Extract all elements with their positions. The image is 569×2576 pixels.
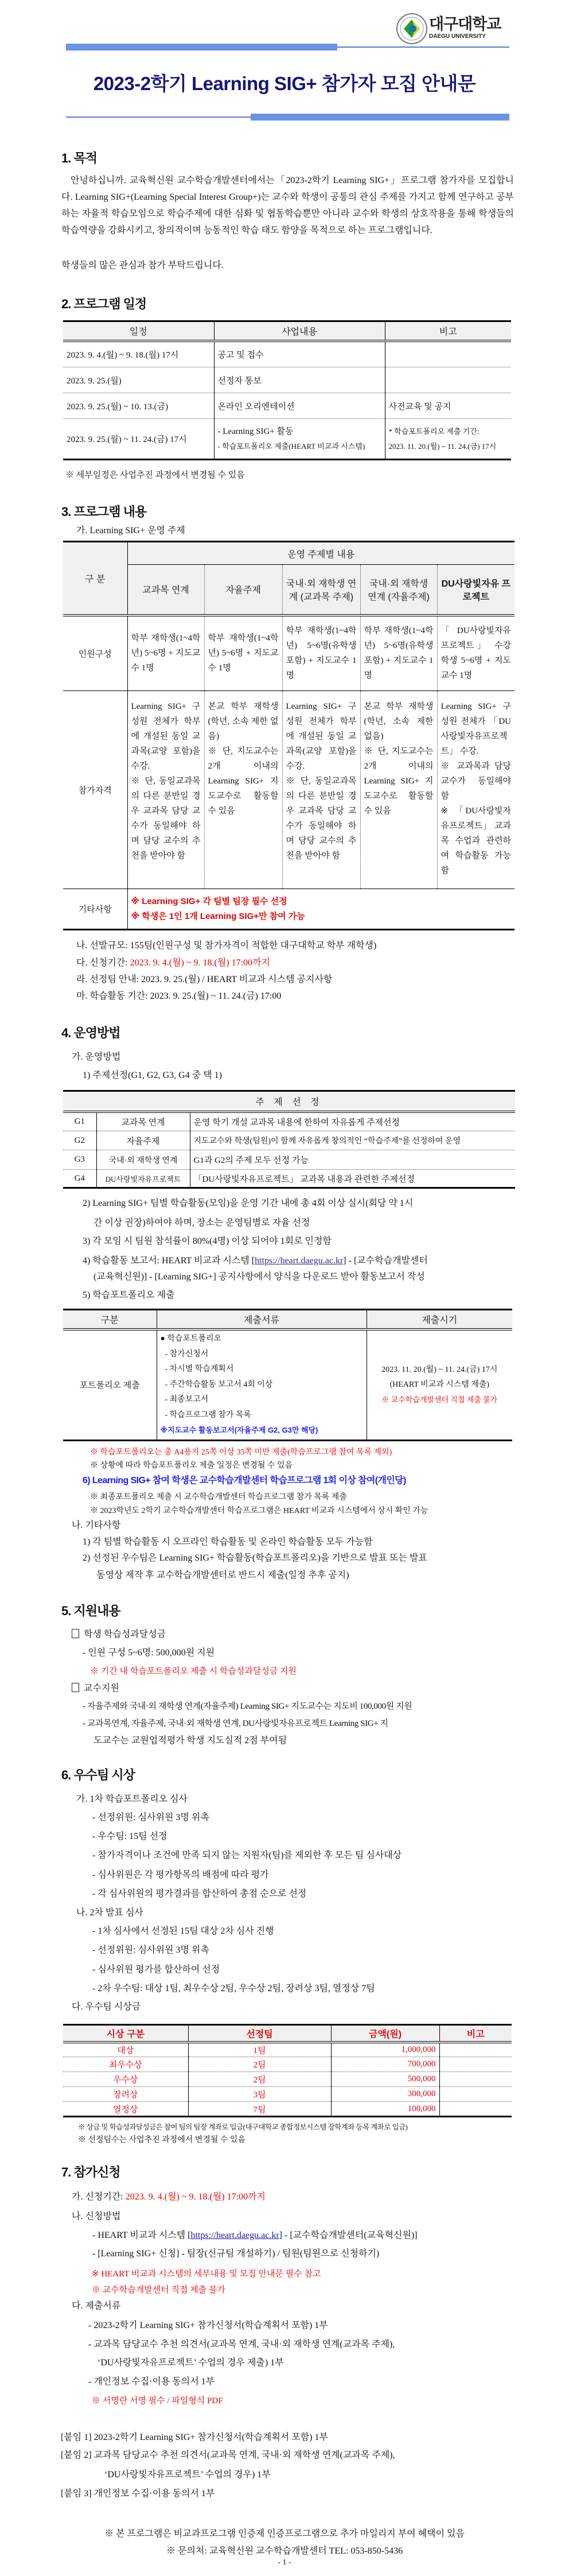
docs-item: - 참가신청서: [165, 1349, 209, 1359]
prize-teams: 3팀: [188, 2087, 331, 2102]
schedule-content: 온라인 오리엔테이션: [214, 393, 385, 419]
required-doc-1: - 2023-2학기 Learning SIG+ 참가신청서(학습계획서 포함) 1부: [88, 2321, 328, 2330]
topic-select-header: 주 제 선 정: [63, 1091, 515, 1112]
prize-award: 최우수상: [108, 2061, 142, 2070]
title-bar-bottom-thin: [66, 117, 251, 118]
section-6-sub-c: 다. 우수팀 시상금: [72, 2002, 141, 2012]
schedule-table: [63, 320, 511, 460]
portfolio-header: 제출서류: [157, 1310, 367, 1329]
apply-period-value: 2023. 9. 4.(월) ~ 9. 18.(월) 17:00까지: [125, 2192, 266, 2202]
apply-method-1: [92, 2229, 418, 2243]
section-7-sub-b: 나. 신청방법: [72, 2212, 121, 2221]
cell-text: Learning SIG+ 구성원 전체가 「DU사랑빛자유프로젝트」 수강.: [441, 702, 511, 756]
table-row: [63, 2057, 512, 2072]
cell-text: ※ 단, 지도교수는 2개 이내의 Learning SIG+ 지도교수로 활동할 수 있음: [208, 747, 279, 816]
table-row: [63, 2072, 512, 2087]
schedule-date: 2023. 9. 25.(월) ~ 11. 24.(금) 17시: [67, 435, 187, 444]
schedule-content-line: - 학습포트폴리오 제출(HEART 비교과 시스템): [217, 441, 365, 451]
review-2-item: - 2차 우수팀: 대상 1팀, 최우수상 2팀, 우수상 2팀, 장려상 3팀, 열정상 7팀: [92, 1984, 375, 1993]
schedule-header-row: [63, 321, 511, 341]
attachment-2-cont: ‘DU사랑빛자유프로젝트’ 수업의 경우) 1부: [104, 2470, 271, 2480]
topics-table: [63, 541, 515, 930]
square-bullet-icon: [72, 1629, 79, 1638]
required-doc-2: - 교과목 담당교수 추천 의견서(교과목 연계, 국내·외 재학생 연계(교과목 주제),: [88, 2340, 395, 2349]
table-row: [63, 367, 511, 393]
table-row: [63, 1112, 515, 1131]
cell-text: 학부 재학생(1~4학년) 5~6명 + 지도교수 1명: [208, 634, 279, 673]
report-item-text: ] - [교수학습개발센터: [343, 1256, 428, 1266]
eligibility-cell: [360, 691, 437, 889]
topic-name: 국내·외 재학생 연계: [96, 1150, 190, 1170]
topic-code: G4: [74, 1173, 85, 1183]
section-2-heading: 2. 프로그램 일정: [61, 297, 147, 311]
table-row: [63, 1150, 515, 1170]
prize-table: [63, 2024, 512, 2117]
review-1-item: - 우수팀: 15팀 선정: [92, 1832, 167, 1841]
square-bullet-icon: [72, 1683, 79, 1692]
members-cell: [360, 615, 437, 691]
schedule-date: 2023. 9. 25.(월): [67, 376, 122, 386]
prize-teams: 2팀: [188, 2072, 331, 2087]
cell-text: ※ 「DU사랑빛자유프로젝트」 교과목 수업과 관련하여 학습활동 가능함: [441, 806, 511, 875]
schedule-note: [385, 341, 511, 367]
apply-note-1: ※ HEART 비교과 시스템의 세부내용 및 모집 안내문 필수 참고: [92, 2269, 321, 2279]
topics-col-header: 교과목 연계: [127, 565, 204, 615]
cell-text: 학부 재학생(1~4학년) 5~6명 + 지도교수 1명: [131, 634, 201, 673]
cell-text: ※ 단, 지도교수는 2개 이내의 Learning SIG+ 지도교수로 활동할 수 있음: [364, 747, 434, 816]
period-text: 2023. 11. 20.(월) ~ 11. 24.(금) 17시: [381, 1365, 498, 1374]
topic-select-item: 1) 주제선정(G1, G2, G3, G4 중 택 1): [83, 1070, 222, 1080]
topics-corner-header: 구 분: [63, 542, 127, 615]
topic-code: G1: [74, 1116, 85, 1126]
section-3-sub-a: 가. Learning SIG+ 운영 주제: [76, 526, 185, 536]
schedule-content: 선정자 통보: [214, 367, 385, 393]
eligibility-cell: [204, 691, 282, 889]
prize-remark: [439, 2072, 512, 2087]
title-bar-top-thick: [66, 44, 337, 51]
prize-amount: 100,000: [331, 2102, 439, 2117]
portfolio-docs: [157, 1329, 367, 1441]
etc-item-1: 1) 각 팀별 학습활동 시 오프라인 학습활동 및 온라인 학습활동 모두 가능함: [83, 1537, 373, 1547]
page-number: - 1 -: [278, 2558, 291, 2567]
table-row: [63, 341, 511, 367]
eligibility-cell: [282, 691, 360, 889]
participation-note-2: ※ 2023학년도 2학기 교수학습개발센터 학습프로그램은 HEART 비교과 시스템에서 상시 확인 가능: [90, 1507, 428, 1515]
application-period-value: 2023. 9. 4.(월) ~ 9. 18.(월) 17:00까지: [130, 958, 270, 968]
review-2-item: - 1차 심사에서 선정된 15팀 대상 2차 심사 진행: [92, 1926, 274, 1936]
schedule-note: [385, 419, 511, 460]
topic-code: G3: [74, 1155, 85, 1164]
section-3-heading: 3. 프로그램 내용: [61, 505, 147, 519]
prize-header: 선정팀: [188, 2025, 331, 2042]
topics-group-header: 운영 주제별 내용: [127, 542, 515, 565]
activity-rule-item: 2) Learning SIG+ 팀별 학습활동(모임)을 운영 기간 내에 총 4회 이상 실시(회당 약 1시: [83, 1198, 414, 1208]
table-row: [63, 1131, 515, 1150]
portfolio-table: [63, 1309, 512, 1441]
title-bar-bottom-thick: [251, 114, 509, 121]
prize-award: 우수상: [113, 2075, 138, 2085]
review-2-item: - 심사위원 평가를 합산하여 선정: [92, 1965, 220, 1974]
schedule-header-content: 사업내용: [214, 321, 385, 341]
portfolio-header: 제출시기: [367, 1310, 512, 1329]
selection-scale: 나. 선발규모: 155팀(인원구성 및 참가자격이 적합한 대구대학교 학부 재학생): [76, 941, 377, 951]
certification-note: ※ 본 프로그램은 비교과프로그램 인증제 인증프로그램으로 추가 마일리지 부여 혜택이 있음: [104, 2529, 465, 2539]
section-6-sub-a: 가. 1차 학습포트폴리오 심사: [76, 1794, 188, 1804]
review-2-item: - 선정위원: 심사위원 3명 위촉: [92, 1945, 209, 1955]
docs-note: ※지도교수 활동보고서(자율주제 G2, G3만 해당): [160, 1426, 318, 1434]
topics-col-header: 자율주제: [204, 565, 282, 615]
prize-note-1: ※ 상금 및 학습성과달성금은 참여 팀의 팀장 계좌로 입금(대구대학교 종합정보시스템 장학계좌 등록 계좌로 입금): [78, 2123, 408, 2131]
topic-select-table: [63, 1090, 515, 1189]
prize-amount: 1,000,000: [331, 2042, 439, 2057]
prize-award: 대상: [117, 2046, 134, 2055]
professor-support-item-2: - 교과목연계, 자율주제, 국내·외 재학생 연계, DU사랑빛자유프로젝트 Learning SIG+ 지: [83, 1719, 388, 1728]
portfolio-header: 구분: [63, 1310, 157, 1329]
cell-text: ※ 단, 동일교과목의 다른 분반일 경우 교과목 담당 교수가 동일해야 하며 담당 교수의 추천을 받아야 함: [131, 777, 201, 860]
schedule-date: 2023. 9. 4.(월) ~ 9. 18.(월) 17시: [67, 350, 179, 360]
topic-desc: G1과 G2의 주제 모두 선정 가능: [190, 1150, 515, 1170]
section-7-heading: 7. 참가신청: [61, 2165, 120, 2179]
etc-item-2-cont: 동영상 제작 후 교수학습개발센터로 반드시 제출(일정 추후 공지): [96, 1570, 349, 1580]
schedule-header-note: 비고: [385, 321, 511, 341]
section-4-sub-a: 가. 운영방법: [72, 1052, 121, 1062]
attendance-rule-item: 3) 각 모임 시 팀원 참석률이 80%(4명) 이상 되어야 1회로 인정함: [83, 1236, 332, 1246]
etc-item-2: 2) 선정된 우수팀은 Learning SIG+ 학습활동(학습포트폴리오)을 기반으로 발표 또는 발표: [83, 1553, 427, 1563]
required-doc-note: ※ 서명란 서명 필수 / 파일형식 PDF: [92, 2396, 223, 2406]
apply-period: [72, 2190, 266, 2204]
report-item-cont: (교육혁신원)] - [Learning SIG+] 공지사항에서 양식을 다운로드 받아 활동보고서 작성: [93, 1272, 425, 1282]
row-label: 기타사항: [78, 905, 112, 914]
schedule-content: [214, 419, 385, 460]
prize-note-2: ※ 선정팀수는 사업추진 과정에서 변경될 수 있음: [78, 2136, 245, 2144]
prize-teams: 7팀: [188, 2102, 331, 2117]
title-bar-top-thin: [337, 46, 509, 48]
eligibility-cell: [437, 691, 515, 889]
application-period: [76, 956, 270, 970]
topic-name: 자율주제: [96, 1131, 190, 1150]
docs-item: - 학습프로그램 참가 목록: [165, 1410, 251, 1419]
student-support-note: ※ 기간 내 학습포트폴리오 제출 시 학습성과달성금 지원: [90, 1667, 297, 1676]
review-1-item: - 선정위원: 심사위원 3명 위촉: [92, 1813, 209, 1822]
prize-amount: 500,000: [331, 2072, 439, 2087]
participation-note-1: ※ 최종포트폴리오 제출 시 교수학습개발센터 학습프로그램 참가 목록 제출: [90, 1493, 347, 1502]
etc-cell: [127, 889, 515, 930]
row-label: 참가자격: [78, 786, 112, 796]
members-cell: [282, 615, 360, 691]
etc-line: ※ Learning SIG+ 각 팀별 팀장 필수 선정: [131, 896, 287, 906]
topics-col-header: 국내·외 재학생 연계 (자율주제): [360, 565, 437, 615]
application-period-label: 다. 신청기간:: [76, 958, 130, 968]
portfolio-note-2: ※ 상황에 따라 학습포트폴리오 제출 일정은 변경될 수 있음: [90, 1461, 293, 1470]
table-row-eligibility: [63, 691, 515, 889]
table-row: [63, 1329, 512, 1441]
purpose-closing: 학생들의 많은 관심과 참가 부탁드립니다.: [61, 261, 224, 270]
activity-rule-item-cont: 간 이상 권장)하여야 하며, 장소는 운영팀별로 자율 선정: [93, 1218, 310, 1228]
topics-col-header: DU사랑빛자유 프로젝트: [437, 565, 515, 615]
cell-text: 본교 학부 재학생(학년, 소속 제한 없음): [364, 702, 434, 741]
docs-title: ● 학습포트폴리오: [160, 1334, 222, 1343]
period-note: ※ 교수학습개발센터 직접 제출 불가: [381, 1395, 498, 1404]
section-5-heading: 5. 지원내용: [61, 1604, 120, 1618]
table-row: [63, 2087, 512, 2102]
schedule-note-line: * 학습포트폴리오 제출 기간:: [388, 426, 480, 436]
table-row: [63, 1170, 515, 1188]
table-row: [63, 393, 511, 419]
period-sub: (HEART 비교과 시스템 제출): [389, 1380, 490, 1389]
cell-text: 본교 학부 재학생(학년, 소속 제한 없음): [208, 702, 279, 741]
prize-remark: [439, 2042, 512, 2057]
required-doc-2-cont: ‘DU사랑빛자유프로젝트’ 수업의 경우 제출) 1부: [98, 2358, 284, 2368]
members-cell: [127, 615, 204, 691]
student-support-label: 학생 학습성과달성금: [84, 1630, 166, 1639]
portfolio-category: 포트폴리오 제출: [79, 1381, 140, 1391]
attachment-1: [붙임 1] 2023-2학기 Learning SIG+ 참가신청서(학습계획서 포함) 1부: [61, 2433, 328, 2442]
cell-text: Learning SIG+ 구성원 전체가 학부에 개설된 동일 교과목(교양 포함)을 수강.: [131, 702, 201, 771]
members-cell: [204, 615, 282, 691]
heart-system-link[interactable]: https://heart.daegu.ac.kr: [190, 2230, 279, 2240]
prize-remark: [439, 2057, 512, 2072]
professor-support-item-2-cont: 도교수는 교원업적평가 학생 지도실적 2점 부여됨: [93, 1736, 287, 1745]
section-1-heading: 1. 목적: [61, 151, 97, 165]
table-row-etc: [63, 889, 515, 930]
table-row: [63, 2042, 512, 2057]
professor-support-title: [72, 1682, 119, 1696]
prize-header: 시상 구분: [63, 2025, 188, 2042]
purpose-paragraph: 안녕하십니까. 교육혁신원 교수학습개발센터에서는「2023-2학기 Learning SIG+」프로그램 참가자를 모집합니다. Learning SIG+(Learning Special Interest Group+)는 교수와 학생이 공통의 관심 주제를 가지고 함께 연구하고 공부하는 자율적 학습모임으로 학습주제에 대한 심화 및 협동학습뿐만 아니라 교수와 학생의 상호작용을 통해 학생들의 학습역량을 강화시키고, 창의적이며 능동적인 학습 태도 함양을 목적으로 하는 프로그램입니다.: [61, 176, 514, 235]
prize-remark: [439, 2087, 512, 2102]
topic-code: G2: [74, 1135, 85, 1145]
topic-name: DU사랑빛자유프로젝트: [96, 1170, 190, 1188]
prize-remark: [439, 2102, 512, 2117]
topic-name: 교과목 연계: [96, 1112, 190, 1131]
apply-note-2: ※ 교수학습개발센터 직접 제출 불가: [92, 2286, 225, 2295]
docs-item: - 최종보고서: [165, 1395, 209, 1404]
docs-item: - 주간학습활동 보고서 4회 이상: [165, 1380, 273, 1389]
professor-support-item-1: - 자율주제와 국내·외 재학생 연계(자율주제) Learning SIG+ 지도교수는 지도비 100,000원 지원: [83, 1702, 412, 1711]
portfolio-item: 5) 학습포트폴리오 제출: [83, 1290, 175, 1300]
page-title: 2023-2학기 Learning SIG+ 참가자 모집 안내문: [93, 73, 476, 94]
logo-korean-name: 대구대학교: [429, 15, 501, 33]
schedule-note-line: 2023. 11. 20.(월) ~ 11. 24.(금) 17시: [388, 441, 497, 451]
prize-award: 열정상: [113, 2105, 138, 2115]
review-1-item: - 심사위원은 각 평가항목의 배점에 따라 평가: [92, 1870, 269, 1880]
section-4-heading: 4. 운영방법: [61, 1026, 120, 1040]
apply-method-2: - [Learning SIG+ 신청] - 팀장(신규팀 개설하기) / 팀원(팀원으로 신청하기): [92, 2249, 380, 2259]
attachment-3: [붙임 3] 개인정보 수집·이용 동의서 1부: [61, 2489, 215, 2499]
topic-desc: 지도교수와 학생(팀원)이 함께 자유롭게 창의적인 “학습주제”를 선정하여 운영: [190, 1131, 515, 1150]
cell-text: 학부 재학생(1~4학년) 5~6명(유학생 포함) + 지도교수 1명: [364, 626, 434, 681]
prize-award: 장려상: [113, 2090, 138, 2100]
logo-english-name: DAEGU UNIVERSITY: [429, 33, 486, 40]
eligibility-cell: [127, 691, 204, 889]
heart-system-link[interactable]: https://heart.daegu.ac.kr: [255, 1256, 344, 1266]
cell-text: 학부 재학생(1~4학년) 5~6명(유학생 포함) + 지도교수 1명: [286, 626, 357, 681]
cell-text: Learning SIG+ 구성원 전체가 학부에 개설된 동일 교과목(교양 포함)을 수강.: [286, 702, 357, 771]
row-label: 인원구성: [78, 649, 112, 659]
topic-desc: 운영 학기 개설 교과목 내용에 한하여 자유롭게 주제선정: [190, 1112, 515, 1131]
docs-item: - 차시별 학습계획서: [165, 1365, 234, 1374]
apply-period-label: 가. 신청기간:: [72, 2192, 126, 2202]
cell-text: ※ 단, 동일교과목의 다른 분반일 경우 교과목 담당 교수가 동일해야 하며 담당 교수의 추천을 받아야 함: [286, 777, 357, 860]
portfolio-period: [367, 1329, 512, 1441]
table-row: [63, 419, 511, 460]
review-1-item: - 참가자격이나 조건에 만족 되지 않는 지원자(팀)를 제외한 후 모든 팀 심사대상: [92, 1850, 402, 1860]
portfolio-note-1: ※ 학습포트폴리오는 총 A4용지 25쪽 이상 35쪽 미만 제출(학습프로그램 참여 목록 제외): [90, 1448, 392, 1457]
section-4-sub-b: 나. 기타사항: [72, 1520, 121, 1530]
prize-header: 비고: [439, 2025, 512, 2042]
prize-amount: 300,000: [331, 2087, 439, 2102]
activity-period: 마. 학습활동 기간: 2023. 9. 25.(월) ~ 11. 24.(금) 17:00: [76, 991, 282, 1001]
members-cell: [437, 615, 515, 691]
student-support-title: [72, 1628, 166, 1642]
contact-info: ※ 문의처: 교육혁신원 교수학습개발센터 TEL: 053-850-5436: [166, 2546, 403, 2556]
prize-teams: 1팀: [188, 2042, 331, 2057]
section-6-heading: 6. 우수팀 시상: [61, 1768, 135, 1782]
required-doc-3: - 개인정보 수집·이용 동의서 1부: [88, 2377, 215, 2387]
schedule-note: 사전교육 및 공지: [385, 393, 511, 419]
selection-notice: 라. 선정팀 안내: 2023. 9. 25.(월) / HEART 비교과 시스템 공지사항: [76, 975, 333, 984]
cell-text: 「DU사랑빛자유프로젝트」 수강 학생 5~6명 + 지도교수 1명: [441, 626, 511, 681]
schedule-note-text: ※ 세부일정은 사업추진 과정에서 변경될 수 있음: [65, 471, 245, 480]
schedule-note: [385, 367, 511, 393]
etc-line: ※ 학생은 1인 1개 Learning SIG+만 참여 가능: [131, 911, 305, 921]
report-item: [83, 1254, 428, 1268]
university-seal-icon: [396, 13, 428, 45]
prize-amount: 700,000: [331, 2057, 439, 2072]
review-1-item: - 각 심사위원의 평가결과를 합산하여 총점 순으로 선정: [92, 1889, 307, 1899]
prize-teams: 2팀: [188, 2057, 331, 2072]
program-participation-item: 6) Learning SIG+ 참여 학생은 교수학습개발센터 학습프로그램 1회 이상 참여(개인당): [83, 1476, 406, 1485]
apply-method-text: ] - [교수학습개발센터(교육혁신원)]: [279, 2230, 418, 2240]
student-support-item: - 인원 구성 5~6명: 500,000원 지원: [83, 1648, 215, 1658]
table-row: [63, 2102, 512, 2117]
apply-method-text: - HEART 비교과 시스템 [: [92, 2230, 191, 2240]
prize-header: 금액(원): [331, 2025, 439, 2042]
cell-text: ※ 교과목과 담당교수가 동일해야 함: [441, 762, 511, 801]
schedule-date: 2023. 9. 25.(월) ~ 10. 13.(금): [67, 402, 169, 412]
topic-desc: 「DU사랑빛자유프로젝트」 교과목 내용과 관련한 주제선정: [190, 1170, 515, 1188]
section-6-sub-b: 나. 2차 발표 심사: [76, 1908, 143, 1918]
table-row-members: [63, 615, 515, 691]
schedule-content: 공고 및 접수: [214, 341, 385, 367]
section-7-sub-c: 다. 제출서류: [72, 2301, 121, 2311]
attachment-2: [붙임 2] 교과목 담당교수 추천 의견서(교과목 연계, 국내·외 재학생 연계(교과목 주제),: [61, 2450, 395, 2460]
topics-col-header: 국내·외 재학생 연계 (교과목 주제): [282, 565, 360, 615]
report-item-text: 4) 학습활동 보고서: HEART 비교과 시스템 [: [83, 1256, 255, 1266]
professor-support-label: 교수지원: [84, 1683, 119, 1693]
schedule-header-date: 일정: [63, 321, 214, 341]
schedule-content-line: - Learning SIG+ 활동: [217, 426, 294, 436]
